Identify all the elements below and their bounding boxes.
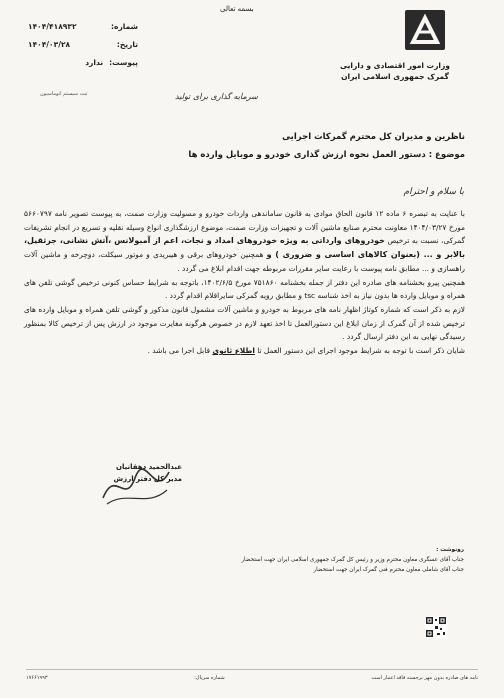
attachment-label: پیوست: — [109, 58, 138, 67]
copies-label: رونوشت : — [436, 547, 464, 553]
addressee-to: ناظرین و مدیران کل محترم گمرکات اجرایی — [282, 132, 465, 142]
organization-name — [340, 60, 450, 82]
paragraph-1-text-a: با عنایت به تبصره ۶ ماده ۱۲ قانون الحاق موادی به قانون ساماندهی واردات خودرو و مسولیت وزارت صمت، به پیوست تصویر نامه ۵۶۶۰۷۹۷ مورخ ۱۴۰۴/۰۳/۲۷ معاونت محترم صنایع ماشین آلات و تجهیزات وزارت صمت، موضوع ارزشگذاری انواع وسیله نقلیه و تسریع در انجام تشریفات گمرکی، نسبت به ترخیص — [24, 209, 465, 246]
footer-bar — [26, 669, 478, 684]
paragraph-1-text-c: همچنین خودروهای برقی و هیبریدی و موتور سیکلت، دوچرخه و ماشین آلات راهسازی و ... مطابق نامه پیوست با رعایت سایر مقررات مربوطه جهت اقدام ابلاغ می گردد . — [24, 250, 465, 273]
footer-code: ۱۷۶۶۱۹۹۳ — [26, 675, 48, 681]
org-line-1: وزارت امور اقتصادی و دارایی — [340, 61, 450, 70]
subject-line: موضوع : دستور العمل نحوه ارزش گذاری خودرو و موبایل وارده ها — [188, 150, 465, 160]
system-note: ثبت سیستم اتوماسیون — [40, 91, 88, 97]
copies-block — [134, 545, 464, 575]
bismillah: بسمه تعالی — [220, 5, 254, 13]
signer-name: عبدالحمید دهقانیان — [116, 463, 182, 471]
number-row — [28, 22, 138, 31]
qr-code-icon — [425, 616, 447, 638]
paragraph-3: لازم به ذکر است که شماره کوتاژ اظهار نامه های مربوط به خودرو و ماشین آلات مشمول قانون مذکور و گوشی تلفن همراه و موبایل وارده های ترخیص شده از آن گمرک از زمان ابلاغ این دستورالعمل تا اخذ تعهد لازم در خصوص هرگونه مغایرت موجود در ارزش پس از ترخیص کالا بمنظور رسیدگی نهایی به این دفتر ارسال گردد . — [24, 304, 465, 342]
number-label: شماره: — [111, 22, 138, 31]
addressee-block — [188, 128, 465, 164]
paragraph-1 — [24, 207, 465, 276]
slogan: سرمایه گذاری برای تولید — [175, 92, 258, 101]
signature-block — [98, 461, 182, 485]
paragraph-1-bold: خودروهای وارداتی به ویژه خودروهای امداد و نجات، اعم از آمبولانس ،آتش نشانی، جرثقیل، بالابر و ... (بعنوان کالاهای اساسی و ضروری ) و — [24, 236, 465, 260]
attachment-row — [28, 58, 138, 67]
date-label: تاریخ: — [116, 40, 138, 49]
footer-note: نامه های صادره بدون مهر برجسته فاقد اعتبار است — [371, 675, 478, 681]
org-line-2: گمرک جمهوری اسلامی ایران — [341, 72, 449, 81]
customs-logo-icon — [403, 8, 447, 52]
letter-meta — [28, 22, 138, 76]
footer-serial-label: شماره سریال: — [194, 675, 225, 681]
greeting: با سلام و احترام — [403, 187, 464, 197]
paragraph-4-text-b: قابل اجرا می باشد . — [147, 346, 211, 356]
paragraph-4 — [24, 344, 465, 358]
date-value: ۱۴۰۴/۰۳/۲۸ — [28, 40, 71, 49]
copies-line-2: جناب آقای شاملی معاون محترم فنی گمرک ایران جهت استحضار — [313, 567, 464, 573]
copies-line-1: جناب آقای عسگری معاون محترم وزیر و رئیس کل گمرک جمهوری اسلامی ایران جهت استحضار — [241, 557, 464, 563]
attachment-value: ندارد — [85, 58, 104, 67]
number-value: ۱۴۰۴/۴۱۸۹۳۲ — [28, 22, 77, 31]
paragraph-4-text-a: شایان ذکر است با توجه به شرایط موجود اجرای این دستور العمل تا — [257, 346, 465, 356]
date-row — [28, 40, 138, 49]
paragraph-4-underlined: اطلاع ثانوی — [212, 346, 255, 356]
paragraph-2: همچنین پیرو بخشنامه های صادره این دفتر از جمله بخشنامه ۷۵۱۸۶۰ مورخ ۱۴۰۲/۶/۵، باتوجه به شرایط حساس کنونی ترخیص گوشی تلفن های همراه و موبایل وارده ها بدون نیاز به اخذ شناسه tsc و مطابق رویه گمرکی سایراقلام اقدام گردد . — [24, 277, 465, 301]
signer-title: مدیر کل دفتر ارزش — [113, 475, 182, 483]
letter-body — [24, 207, 465, 358]
